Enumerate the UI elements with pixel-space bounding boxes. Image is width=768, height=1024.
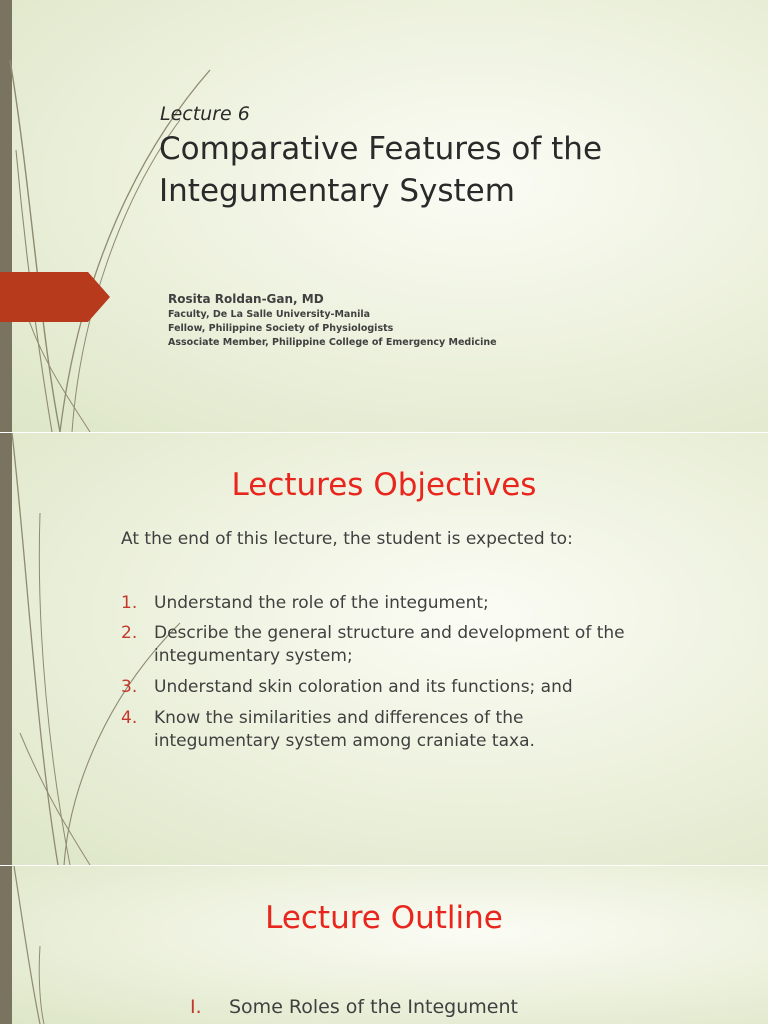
objective-number: 3.	[121, 677, 138, 697]
objective-item	[121, 676, 721, 699]
affiliation-line: Associate Member, Philippine College of Emergency Medicine	[168, 337, 497, 348]
decorative-curves	[0, 0, 220, 432]
slide-title	[159, 128, 719, 212]
outline-slide	[0, 866, 768, 1024]
objectives-intro: At the end of this lecture, the student is expected to:	[121, 529, 573, 549]
objective-item	[121, 707, 591, 753]
objectives-heading: Lectures Objectives	[231, 467, 537, 503]
outline-text: Some Roles of the Integument	[229, 996, 518, 1018]
author-name: Rosita Roldan-Gan, MD	[168, 292, 324, 306]
objective-text: Know the similarities and differences of the integumentary system among craniate taxa.	[154, 708, 535, 751]
objective-text: Understand the role of the integument;	[154, 593, 489, 613]
title-line-2: Integumentary System	[159, 173, 515, 209]
objective-number: 1.	[121, 593, 138, 613]
affiliation-line: Faculty, De La Salle University-Manila	[168, 309, 371, 320]
objective-item	[121, 592, 721, 615]
affiliation-line: Fellow, Philippine Society of Physiologists	[168, 323, 394, 334]
objectives-slide	[0, 433, 768, 865]
objective-text: Understand skin coloration and its functions; and	[154, 677, 573, 697]
title-line-1: Comparative Features of the	[159, 131, 603, 167]
decorative-curves	[0, 866, 120, 1024]
objective-item	[121, 622, 681, 668]
outline-number: I.	[190, 996, 202, 1018]
red-accent-tab	[0, 272, 110, 322]
objective-number: 2.	[121, 623, 138, 643]
objective-text: Describe the general structure and development of the integumentary system;	[154, 623, 625, 666]
objective-number: 4.	[121, 708, 138, 728]
title-slide	[0, 0, 768, 432]
outline-heading: Lecture Outline	[265, 900, 503, 936]
lecture-number: Lecture 6	[160, 103, 250, 125]
outline-item	[190, 996, 518, 1018]
